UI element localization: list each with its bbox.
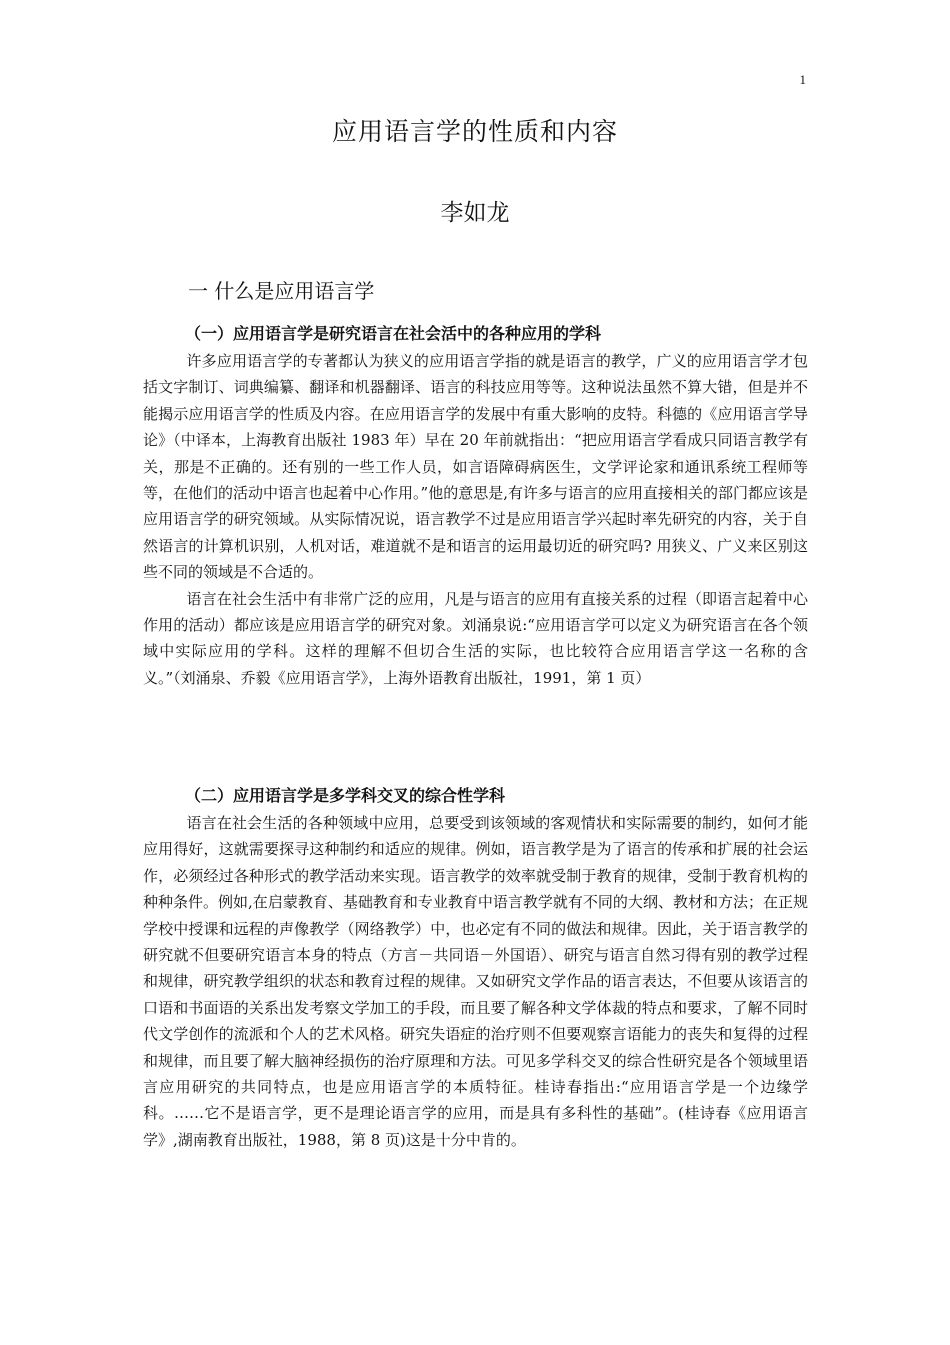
subsection-body-1 — [143, 348, 808, 691]
paragraph: 语言在社会生活中有非常广泛的应用，凡是与语言的应用有直接关系的过程（即语言起着中心作用的活动）都应该是应用语言学的研究对象。刘涌泉说:“应用语言学可以定义为研究语言在各个领域中实际应用的学科。这样的理解不但切合生活的实际，也比较符合应用语言学这一名称的含义。”（刘涌泉、乔毅《应用语言学》，上海外语教育出版社，1991，第 1 页） — [143, 589, 808, 687]
paragraph: 许多应用语言学的专著都认为狭义的应用语言学指的就是语言的教学，广义的应用语言学才包括文字制订、词典编纂、翻译和机器翻译、语言的科技应用等等。这种说法虽然不算大错，但是并不能揭示应用语言学的性质及内容。在应用语言学的发展中有重大影响的皮特。科德的《应用语言学导论》（中译本，上海教育出版社 1983 年）早在 20 年前就指出：“把应用语言学看成只同语言教学有关，那是不正确的。还有别的一些工作人员，如言语障碍病医生，文学评论家和通讯系统工程师等等，在他们的活动中语言也起着中心作用。”他的意思是,有许多与语言的应用直接相关的部门都应该是应用语言学的研究领域。从实际情况说，语言教学不过是应用语言学兴起时率先研究的内容，关于自然语言的计算机识别，人机对话，难道就不是和语言的运用最切近的研究吗? 用狭义、广义来区别这些不同的领域是不合适的。 — [143, 352, 808, 582]
section-heading: 一 什么是应用语言学 — [188, 279, 375, 303]
page-number: 1 — [799, 72, 806, 87]
paragraph: 语言在社会生活的各种领域中应用，总要受到该领域的客观情状和实际需要的制约，如何才能应用得好，这就需要探寻这种制约和适应的规律。例如，语言教学是为了语言的传承和扩展的社会运作，必须经过各种形式的教学活动来实现。语言教学的效率就受制于教育的规律，受制于教育机构的种种条件。例如,在启蒙教育、基础教育和专业教育中语言教学就有不同的大纲、教材和方法；在正规学校中授课和远程的声像教学（网络教学）中，也必定有不同的做法和规律。因此，关于语言教学的研究就不但要研究语言本身的特点（方言－共同语－外国语）、研究与语言自然习得有别的教学过程和规律，研究教学组织的状态和教育过程的规律。又如研究文学作品的语言表达，不但要从该语言的口语和书面语的关系出发考察文学加工的手段，而且要了解各种文学体裁的特点和要求，了解不同时代文学创作的流派和个人的艺术风格。研究失语症的治疗则不但要观察言语能力的丧失和复得的过程和规律，而且要了解大脑神经损伤的治疗原理和方法。可见多学科交叉的综合性研究是各个领域里语言应用研究的共同特点，也是应用语言学的本质特征。桂诗春指出:“应用语言学是一个边缘学科。……它不是语言学，更不是理论语言学的应用，而是具有多科性的基础”。(桂诗春《应用语言学》,湖南教育出版社，1988，第 8 页)这是十分中肯的。 — [143, 814, 808, 1149]
subsection-heading-1: （一）应用语言学是研究语言在社会活中的各种应用的学科 — [185, 324, 602, 343]
subsection-body-2 — [143, 810, 808, 1153]
document-title: 应用语言学的性质和内容 — [331, 117, 618, 146]
subsection-heading-2: （二）应用语言学是多学科交叉的综合性学科 — [185, 786, 506, 805]
author-name: 李如龙 — [440, 200, 510, 226]
